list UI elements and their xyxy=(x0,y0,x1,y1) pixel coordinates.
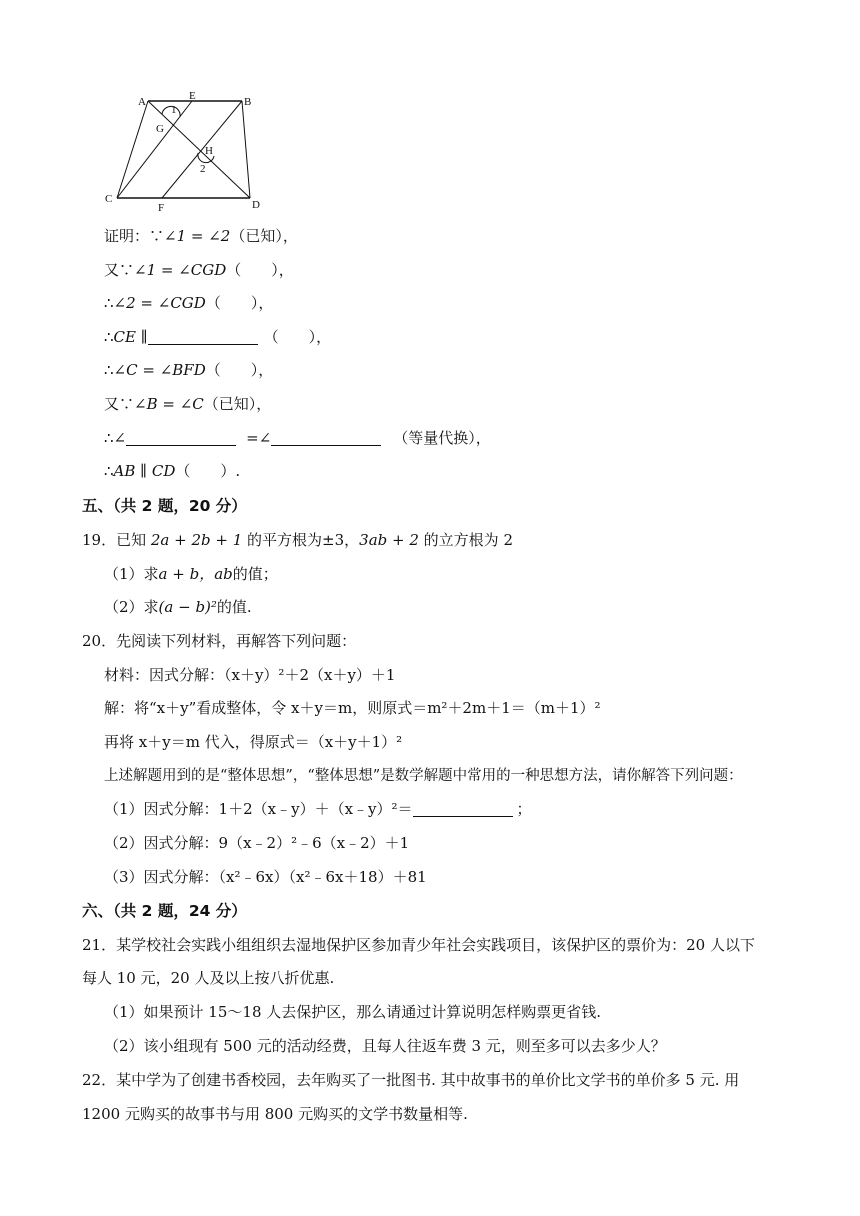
segment-bd xyxy=(242,101,250,198)
proof-text: 又∵ xyxy=(104,261,135,279)
section-title: 五、（共 2 题，20 分） xyxy=(82,497,247,515)
segment-ce xyxy=(117,101,192,198)
proof-text: （ ）， xyxy=(205,361,274,379)
question-text: 先阅读下列材料，再解答下列问题： xyxy=(116,632,357,650)
label-a: A xyxy=(138,96,146,108)
proof-text: （已知）， xyxy=(203,395,272,413)
proof-text: （ ）， xyxy=(205,294,274,312)
label-c: C xyxy=(105,193,113,205)
proof-text: ∴ xyxy=(104,328,114,346)
q20-material: 材料：因式分解：（x＋y）²＋2（x＋y）＋1 xyxy=(104,666,396,684)
proof-text: （等量代换）， xyxy=(393,429,491,447)
q21-stem-1 xyxy=(82,935,755,955)
geometry-figure xyxy=(100,90,260,215)
proof-math: ∠1 = ∠2 xyxy=(164,227,231,245)
q21-stem-2: 每人 10 元，20 人及以上按八折优惠. xyxy=(82,969,335,987)
section-title: 六、（共 2 题，24 分） xyxy=(82,902,247,920)
proof-line-3 xyxy=(104,293,273,313)
question-math: 2a + 2b + 1 xyxy=(150,531,243,549)
question-text: ； xyxy=(516,800,532,818)
segment-ad xyxy=(148,101,250,198)
proof-line-8 xyxy=(104,461,240,481)
answer-blank[interactable] xyxy=(148,328,258,345)
question-number: 21． xyxy=(82,936,117,954)
proof-text: ∴∠ xyxy=(104,429,127,447)
proof-text: （ ）， xyxy=(226,261,294,279)
question-text: 的立方根为 2 xyxy=(418,531,513,549)
label-f: F xyxy=(158,202,165,214)
proof-text: （已知）， xyxy=(230,227,298,245)
label-h: H xyxy=(205,145,213,157)
q20-part1 xyxy=(104,799,532,819)
label-e: E xyxy=(189,90,196,102)
q20-part2: （2）因式分解：9（x﹣2）²﹣6（x﹣2）＋1 xyxy=(104,834,410,852)
question-text: 某中学为了创建书香校园，去年购买了一批图书. 其中故事书的单价比文学书的单价多 5 元. 用 xyxy=(116,1071,740,1089)
proof-line-7 xyxy=(104,428,491,448)
proof-line-4 xyxy=(104,327,331,347)
q20-substitute: 再将 x＋y＝m 代入，得原式＝（x＋y＋1）² xyxy=(104,733,403,751)
proof-line-2 xyxy=(104,260,294,280)
label-b: B xyxy=(244,96,252,108)
question-text: （1）因式分解：1＋2（x﹣y）＋（x﹣y）²＝ xyxy=(104,800,413,818)
proof-math: ∠B = ∠C xyxy=(134,395,204,413)
q20-solution: 解：将“x＋y”看成整体，令 x＋y＝m，则原式＝m²＋2m＋1＝（m＋1）² xyxy=(104,699,601,717)
question-math: (a − b)² xyxy=(158,598,217,616)
question-text: 的值； xyxy=(232,565,278,583)
question-number: 20． xyxy=(82,632,117,650)
answer-blank[interactable] xyxy=(413,800,513,817)
q21-part1: （1）如果预计 15～18 人去保护区，那么请通过计算说明怎样购票更省钱. xyxy=(104,1003,602,1021)
answer-blank[interactable] xyxy=(271,429,381,446)
proof-math: CE ∥ xyxy=(113,328,148,346)
question-text: 的平方根为±3， xyxy=(242,531,360,549)
label-d: D xyxy=(252,199,260,211)
q21-part2: （2）该小组现有 500 元的活动经费，且每人往返车费 3 元，则至多可以去多少人？ xyxy=(104,1037,666,1055)
proof-text: ∴ xyxy=(104,361,114,379)
proof-math: ∠2 = ∠CGD xyxy=(113,294,206,312)
question-math: 3ab + 2 xyxy=(359,531,419,549)
q20-part3: （3）因式分解：（x²﹣6x）（x²﹣6x＋18）＋81 xyxy=(104,868,427,886)
proof-text: ∴ xyxy=(104,462,114,480)
q22-stem-1 xyxy=(82,1070,739,1090)
proof-text: ∴ xyxy=(104,294,114,312)
label-g: G xyxy=(156,123,164,135)
proof-text: （ ）. xyxy=(175,462,241,480)
proof-math: ∠1 = ∠CGD xyxy=(134,261,227,279)
q19-part2 xyxy=(104,597,252,617)
proof-text: （ ）， xyxy=(263,328,332,346)
answer-blank[interactable] xyxy=(126,429,236,446)
label-2: 2 xyxy=(200,163,206,175)
proof-text: =∠ xyxy=(246,429,272,447)
question-text: 的值. xyxy=(216,598,252,616)
question-math: a + b，ab xyxy=(158,565,233,583)
proof-line-1 xyxy=(104,226,298,246)
proof-text: 证明：∵ xyxy=(104,227,165,245)
question-text: 某学校社会实践小组组织去湿地保护区参加青少年社会实践项目，该保护区的票价为：20 人以下 xyxy=(116,936,755,954)
q19-stem xyxy=(82,530,513,550)
segment-ac xyxy=(117,101,148,198)
question-text: （1）求 xyxy=(104,565,159,583)
proof-line-5 xyxy=(104,360,273,380)
question-number: 19． xyxy=(82,531,117,549)
q22-stem-2: 1200 元购买的故事书与用 800 元购买的文学书数量相等. xyxy=(82,1105,468,1123)
proof-text: 又∵ xyxy=(104,395,135,413)
proof-math: AB ∥ CD xyxy=(113,462,176,480)
proof-math: ∠C = ∠BFD xyxy=(113,361,206,379)
question-text: 已知 xyxy=(116,531,151,549)
q19-part1 xyxy=(104,564,278,584)
question-number: 22． xyxy=(82,1071,117,1089)
label-1: 1 xyxy=(171,104,177,116)
question-text: （2）求 xyxy=(104,598,159,616)
q20-stem xyxy=(82,631,356,651)
proof-line-6 xyxy=(104,394,271,414)
q20-description: 上述解题用到的是“整体思想”，“整体思想”是数学解题中常用的一种思想方法，请你解答下列问题： xyxy=(104,768,743,784)
